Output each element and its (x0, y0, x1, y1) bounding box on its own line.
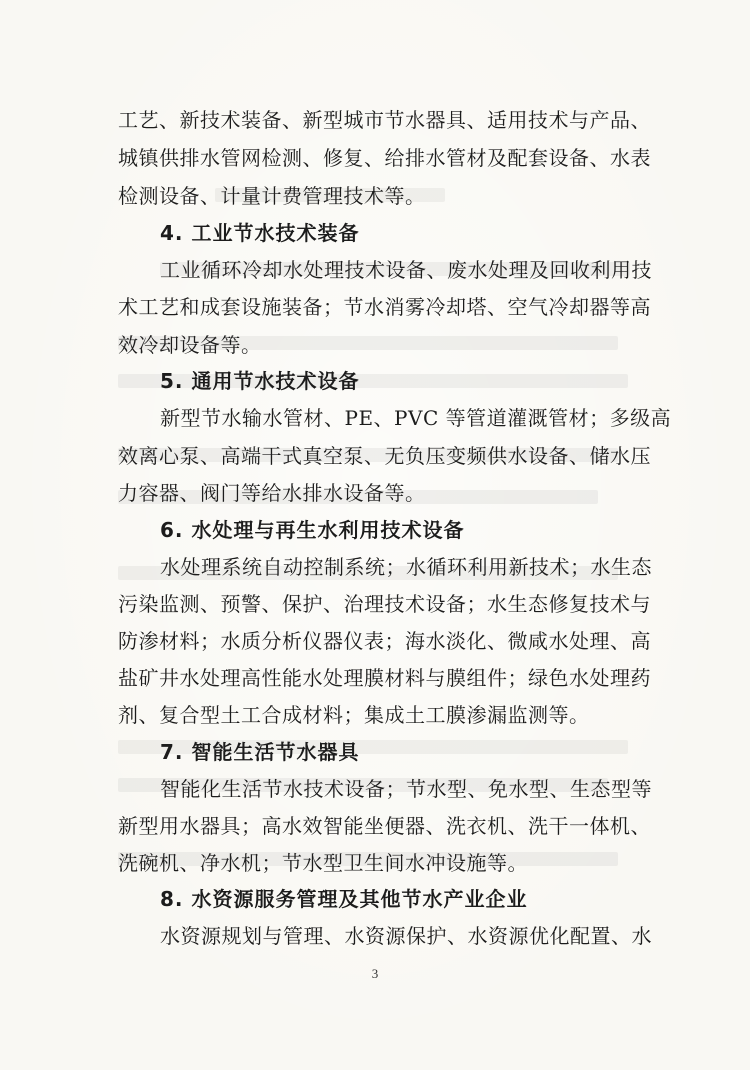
body-line: 防渗材料；水质分析仪器仪表；海水淡化、微咸水处理、高 (118, 629, 651, 653)
section-heading-6: 6. 水处理与再生水利用技术设备 (160, 518, 465, 542)
body-line: 新型用水器具；高水效智能坐便器、洗衣机、洗干一体机、 (118, 814, 651, 838)
body-line: 洗碗机、净水机；节水型卫生间水冲设施等。 (118, 851, 528, 875)
body-line: 效冷却设备等。 (118, 333, 262, 357)
body-line: 检测设备、计量计费管理技术等。 (118, 184, 426, 208)
body-line: 盐矿井水处理高性能水处理膜材料与膜组件；绿色水处理药 (118, 666, 651, 690)
body-line: 工艺、新技术装备、新型城市节水器具、适用技术与产品、 (118, 108, 651, 132)
body-line: 工业循环冷却水处理技术设备、废水处理及回收利用技 (160, 258, 652, 282)
section-heading-5: 5. 通用节水技术设备 (160, 369, 360, 393)
section-heading-8: 8. 水资源服务管理及其他节水产业企业 (160, 887, 528, 911)
body-line: 术工艺和成套设施装备；节水消雾冷却塔、空气冷却器等高 (118, 295, 651, 319)
section-heading-4: 4. 工业节水技术装备 (160, 221, 360, 245)
body-line: 剂、复合型土工合成材料；集成土工膜渗漏监测等。 (118, 703, 590, 727)
body-line: 效离心泵、高端干式真空泵、无负压变频供水设备、储水压 (118, 444, 651, 468)
page-number: 3 (371, 966, 379, 981)
body-line: 城镇供排水管网检测、修复、给排水管材及配套设备、水表 (118, 146, 651, 170)
body-line: 智能化生活节水技术设备；节水型、免水型、生态型等 (160, 777, 652, 801)
body-line: 污染监测、预警、保护、治理技术设备；水生态修复技术与 (118, 592, 651, 616)
body-line: 新型节水输水管材、PE、PVC 等管道灌溉管材；多级高 (160, 406, 672, 430)
body-line: 水资源规划与管理、水资源保护、水资源优化配置、水 (160, 924, 652, 948)
body-line: 水处理系统自动控制系统；水循环利用新技术；水生态 (160, 555, 652, 579)
body-line: 力容器、阀门等给水排水设备等。 (118, 481, 426, 505)
section-heading-7: 7. 智能生活节水器具 (160, 740, 360, 764)
